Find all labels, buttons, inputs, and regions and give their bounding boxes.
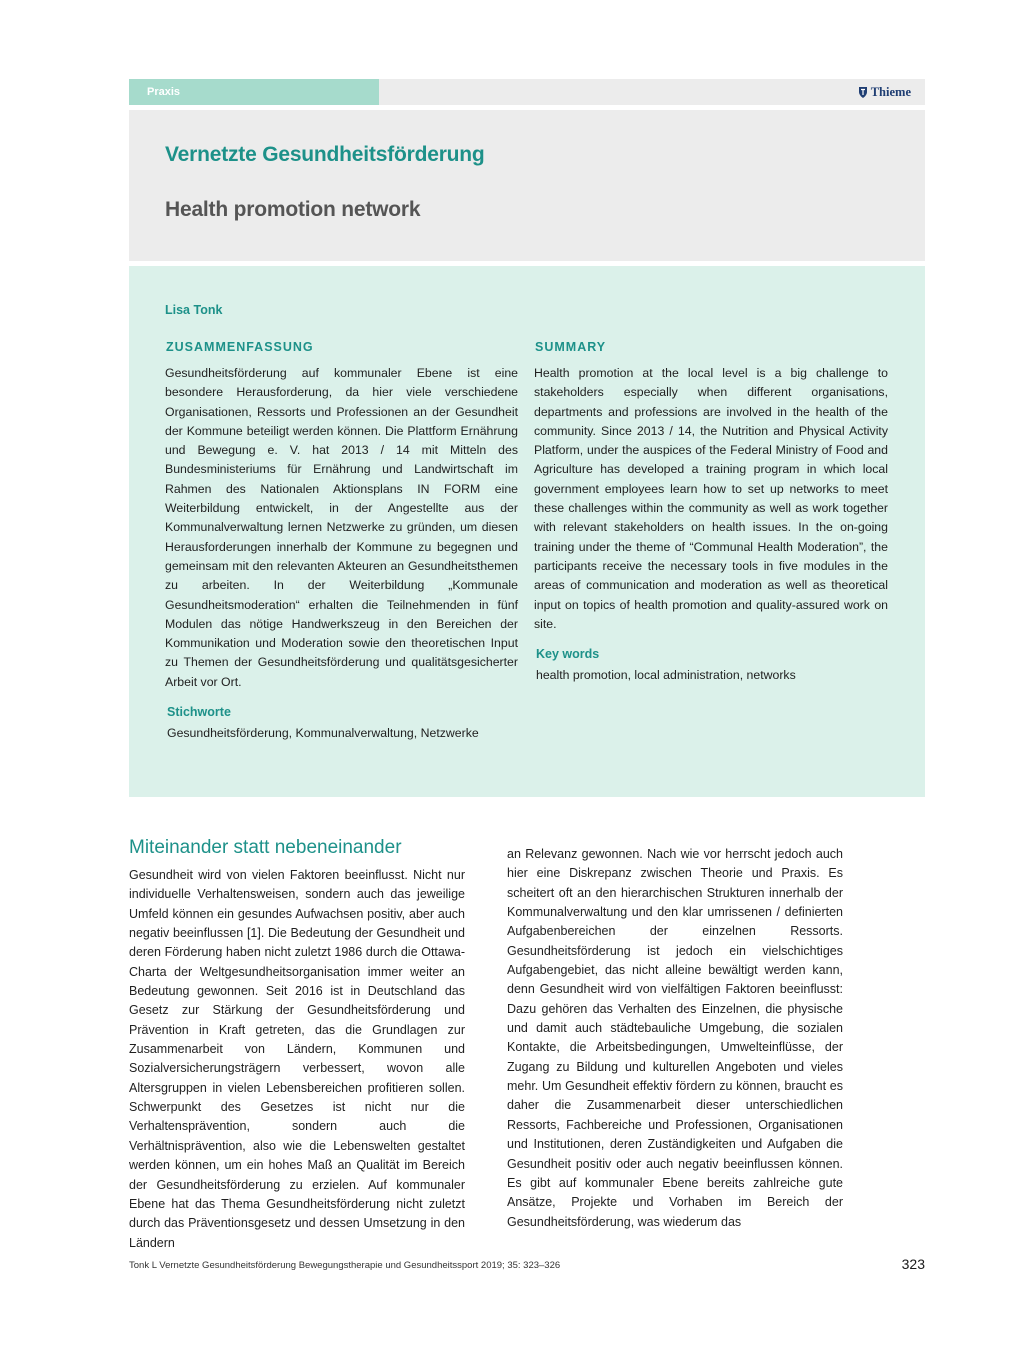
abstract-german-heading: ZUSAMMENFASSUNG [166, 340, 314, 354]
section-label: Praxis [129, 79, 379, 105]
abstract-english-text: Health promotion at the local level is a big challenge to stakeholders especially when different organisations, departments and professions are involved in the health of the community. Since 2013 / 14, the Nutrition and Physical Activity Platform, under the auspices of the Federal Ministry of Food and Agriculture has developed a training program in which local government employees learn how to set up networks to meet these challenges within the community as well as work together with relevant stakeholders on health issues. In the on-going training under the theme of “Communal Health Moderation”, the participants receive the necessary tools in five modules in the areas of communication and moderation as well as theoretical input on topics of health promotion and quality-assured work on site. [534, 366, 888, 631]
body-paragraph-left: Gesundheit wird von vielen Faktoren beeinflusst. Nicht nur individuelle Verhaltensweisen, sondern auch das jeweilige Umfeld können ein gesundes Aufwachsen positiv, aber auch negativ beeinflussen [1]. Die Bedeutung der Gesundheit und deren Förderung haben nicht zuletzt 1986 durch die Ottawa-Charta der Weltgesundheitsorganisation immer weiter an Bedeutung gewonnen. Seit 2016 ist in Deutschland das Gesetz zur Stärkung der Gesundheitsförderung und Prävention in Kraft getreten, das die Grundlagen zur Zusammenarbeit von Ländern, Kommunen und Sozialversicherungsträgern verbessert, wovon alle Altersgruppen in vielen Lebensbereichen profitieren sollen. Schwerpunkt des Gesetzes ist nicht nur die Verhaltensprävention, sondern auch die Verhältnisprävention, also wie die Lebenswelten gestaltet werden können, um ein hohes Maß an Qualität im Bereich der Gesundheitsförderung zu erzielen. Auf kommunaler Ebene hat das Thema Gesundheitsförderung nicht zuletzt durch das Präventionsgesetz und dessen Umsetzung in den Ländern [129, 868, 465, 1250]
abstract-german-text: Gesundheitsförderung auf kommunaler Ebene ist eine besondere Herausforderung, da hier viele verschiedene Organisationen, Ressorts und Professionen an der Gesundheit der Kommune beteiligt werden können. Die Plattform Ernährung und Bewegung e. V. hat 2013 / 14 mit Mitteln des Bundesministeriums für Ernährung und Landwirtschaft im Rahmen des Nationalen Aktionsplans IN FORM eine Weiterbildung entwickelt, in der Angestellte aus der Kommunalverwaltung lernen Netzwerke zu gründen, um diesen Herausforderungen innerhalb der Kommune zu begegnen und gemeinsam mit den relevanten Akteuren an Gesundheitsthemen zu arbeiten. In der Weiterbildung „Kommunale Gesundheitsmoderation“ erhalten die Teilnehmenden in fünf Modulen das nötige Handwerkszeug in den Bereichen der Kommunikation und Moderation sowie den theoretischen Input zu Themen der Gesundheitsförderung und qualitätsgesicherter Arbeit vor Ort. [165, 366, 518, 689]
keywords-german: Gesundheitsförderung, Kommunalverwaltung, Netzwerke [167, 726, 479, 741]
article-title-german: Vernetzte Gesundheitsförderung [165, 143, 485, 166]
body-paragraph-right: an Relevanz gewonnen. Nach wie vor herrscht jedoch auch hier eine Diskrepanz zwischen Theorie und Praxis. Es scheitert oft an den hierarchischen Strukturen innerhalb der Kommunalverwaltung und den klar umrissenen / definierten Aufgabenbereichen der einzelnen Ressorts. Gesundheitsförderung ist jedoch ein vielschichtiges Aufgabengebiet, das nicht alleine bewältigt werden kann, denn Gesundheit wird von vielfältigen Faktoren beeinflusst: Dazu gehören das Verhalten des Einzelnen, die physische und damit auch städtebauliche Umgebung, die sozialen Kontakte, die Arbeitsbedingungen, Umwelteinflüsse, der Zugang zu Bildung und kulturellen Angeboten und vieles mehr. Um Gesundheit effektiv fördern zu können, braucht es daher die Zusammenarbeit dieser unterschiedlichen Ressorts, Fachbereiche und Professionen, Organisationen und Institutionen, deren Zuständigkeiten und Aufgaben die Gesundheit positiv oder auch negativ beeinflussen können. Es gibt auf kommunaler Ebene bereits zahlreiche gute Ansätze, Projekte und Vorhaben im Bereich der Gesundheitsförderung, was wiederum das [507, 847, 843, 1229]
title-box [129, 110, 925, 261]
abstract-english [534, 340, 888, 685]
publisher-name: Thieme [870, 85, 911, 99]
body-column-left [129, 836, 465, 1253]
running-header [129, 79, 925, 105]
abstract-box [129, 266, 925, 797]
keywords-german-heading: Stichworte [167, 705, 231, 720]
body-column-right [507, 845, 843, 1232]
section-heading: Miteinander statt nebeneinander [129, 837, 402, 858]
author-name: Lisa Tonk [165, 303, 223, 317]
page-number: 323 [901, 1256, 925, 1272]
thieme-shield-icon [858, 86, 868, 99]
footer-citation: Tonk L Vernetzte Gesundheitsförderung Bewegungstherapie und Gesundheitssport 2019; 35: 323–326 [129, 1260, 561, 1271]
article-title-english: Health promotion network [165, 198, 421, 221]
abstract-german [165, 340, 518, 743]
abstract-english-heading: SUMMARY [535, 340, 607, 354]
keywords-english: health promotion, local administration, networks [536, 668, 796, 683]
keywords-english-heading: Key words [536, 647, 600, 662]
publisher-logo [858, 79, 911, 105]
